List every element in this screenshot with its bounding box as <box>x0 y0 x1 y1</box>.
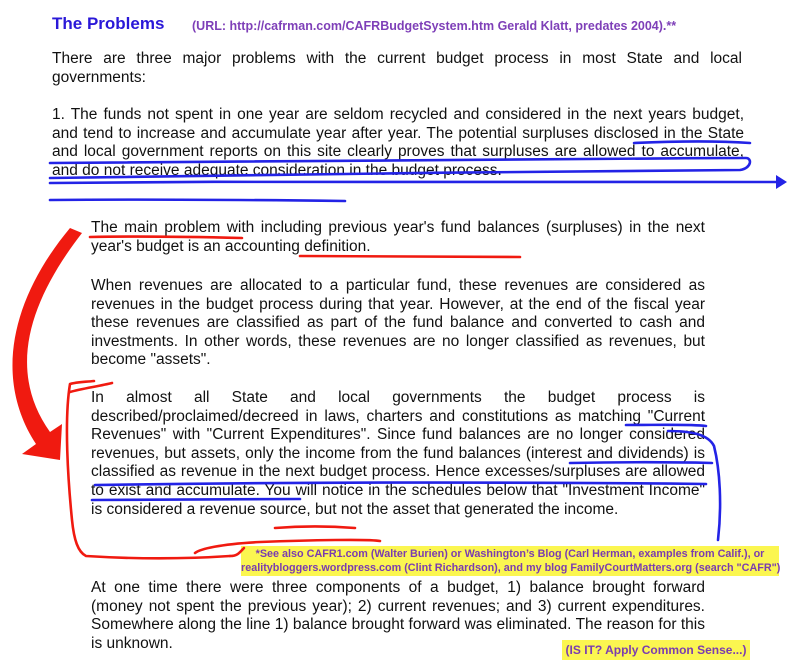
see-also-line-2: realitybloggers.wordpress.com (Clint Richardson), and my blog FamilyCourtMatters.org (search "CAFR") <box>241 562 781 574</box>
paragraph-problem-one: 1. The funds not spent in one year are seldom recycled and considered in the next years budget, and tend to increase and accumulate year after year. The potential surpluses disclosed in the State and local government reports on this site clearly proves that surpluses are allowed to accumulate, and do not receive adequate consideration in the budget process. <box>52 106 744 179</box>
paragraph-main-problem: The main problem with including previous year's fund balances (surpluses) in the next year's budget is an accounting definition. <box>91 219 705 255</box>
source-note: (URL: http://cafrman.com/CAFRBudgetSystem.htm Gerald Klatt, predates 2004).** <box>192 19 677 33</box>
page-title: The Problems <box>52 14 165 33</box>
paragraph-revenues: When revenues are allocated to a particular fund, these revenues are considered as revenues in the budget process during that year. However, at the end of the fiscal year these revenues are classified as part of the fund balance and converted to cash and investments. In other words, these revenues are no longer classified as revenues, but become "assets". <box>91 277 705 369</box>
paragraph-intro: There are three major problems with the current budget process in most State and local governments: <box>52 50 742 86</box>
blue-arrowhead <box>776 175 787 189</box>
paragraph-budget-process: In almost all State and local governments the budget process is described/proclaimed/decreed in laws, charters and constitutions as matching "Current Revenues" with "Current Expenditures". Since fund balances are no longer considered revenues, but assets, only the income from the fund balances (interest and dividends) is classified as revenue in the next budget process. Hence excesses/surpluses are allowed to exist and accumulate. You will notice in the schedules below that "Investment Income" is considered a revenue source, but not the asset that generated the income. <box>91 389 705 518</box>
see-also-callout <box>241 546 779 576</box>
see-also-line-1: *See also CAFR1.com (Walter Burien) or Washington’s Blog (Carl Herman, examples from Calif.), or <box>255 548 765 560</box>
common-sense-callout: (IS IT? Apply Common Sense...) <box>562 640 750 660</box>
paragraph-budget-components: At one time there were three components of a budget, 1) balance brought forward (money not spent the previous year); 2) current revenues; and 3) current expenditures. Somewhere along the line 1) balance brought forward was eliminated. The reason for this is unknown. <box>91 579 705 652</box>
red-curved-arrow <box>12 228 82 460</box>
